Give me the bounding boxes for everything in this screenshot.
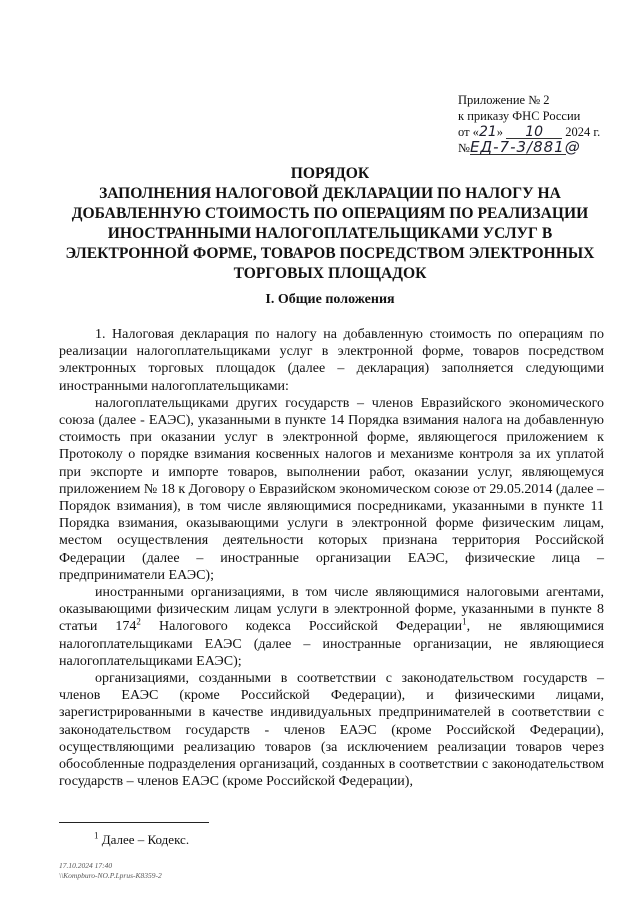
- title-line: ЭЛЕКТРОННОЙ ФОРМЕ, ТОВАРОВ ПОСРЕДСТВОМ ЭЛЕКТРОННЫХ: [65, 245, 595, 262]
- print-stamp: [59, 861, 162, 881]
- stamp-datetime: 17.10.2024 17:40: [59, 861, 113, 870]
- title-line: ДОБАВЛЕННУЮ СТОИМОСТЬ ПО ОПЕРАЦИЯМ ПО РЕАЛИЗАЦИИ: [71, 205, 589, 222]
- number-prefix: №: [458, 141, 470, 155]
- paragraph-3: [59, 584, 604, 670]
- paragraph-3-text-a: иностранными организациями, в том числе являющимися налоговыми агентами, оказывающими физическим лицам услуги в электронной форме, указанными в пункте 8 статьи 174: [59, 585, 604, 635]
- date-month-handwritten: 10: [506, 126, 562, 139]
- paragraph-3-text-c: , не являющимися налогоплательщиками ЕАЭС (далее – иностранные организации, не являющиеся налогоплательщиками ЕАЭС);: [59, 619, 604, 669]
- stamp-path: \\Kompburo-NO.Р.Lprus-K8359-2: [59, 871, 162, 880]
- paragraph-3-text-b: Налогового кодекса Российской Федерации: [140, 619, 463, 635]
- attachment-order-ref: к приказу ФНС России: [458, 109, 581, 123]
- number-handwritten: ЕД-7-3/881@: [469, 138, 581, 156]
- title-line: ПОРЯДОК: [290, 165, 370, 182]
- document-body: [59, 326, 604, 790]
- attachment-block: [458, 92, 600, 156]
- footnote: [94, 832, 189, 848]
- paragraph-4: организациями, созданными в соответствии с законодательством государств – членов ЕАЭС (кроме Российской Федерации), и физическими лицами, зарегистрированными в качестве индивидуальных предпринимателей в соответствии с законодательством государств - членов ЕАЭС (кроме Российской Федерации), осуществляющими реализацию товаров (за исключением реализации товаров через обособленные подразделения организаций, созданных в соответствии с законодательством государств – членов ЕАЭС (кроме Российской Федерации),: [59, 671, 604, 790]
- date-day-handwritten: 21: [478, 124, 497, 140]
- footnote-divider: [59, 822, 209, 823]
- paragraph-2: налогоплательщиками других государств – членов Евразийского экономического союза (далее - ЕАЭС), указанными в пункте 14 Порядка взимания налога на добавленную стоимость при оказании услуг в электронной форме, являющегося приложением к Протоколу о порядке взимания косвенных налогов и механизме контроля за их уплатой при экспорте и импорте товаров, выполнении работ, оказании услуг, являющемуся приложением № 18 к Договору о Евразийском экономическом союзе от 29.05.2014 (далее – Порядок взимания), в том числе являющимися посредниками, указанными в пункте 11 Порядка взимания, оказывающими услуги в электронной форме физическим лицам, местом осуществления деятельности которых признана территория Российской Федерации (далее – иностранные организации ЕАЭС, физические лица – предприниматели ЕАЭС);: [59, 395, 604, 583]
- title-line: ТОРГОВЫХ ПЛОЩАДОК: [233, 265, 427, 282]
- article-superscript: 2: [136, 616, 141, 627]
- attachment-number: [458, 140, 600, 156]
- footnote-mark: 1: [94, 830, 99, 841]
- document-title: [60, 164, 600, 284]
- date-year: 2024 г.: [565, 125, 601, 139]
- section-heading: I. Общие положения: [265, 292, 395, 307]
- date-prefix: от «: [458, 125, 479, 139]
- footnote-text: Далее – Кодекс.: [98, 832, 190, 847]
- attachment-label: Приложение № 2: [458, 93, 550, 107]
- date-mid: »: [496, 125, 504, 139]
- title-line: ИНОСТРАННЫМИ НАЛОГОПЛАТЕЛЬЩИКАМИ УСЛУГ В: [107, 225, 553, 242]
- title-line: ЗАПОЛНЕНИЯ НАЛОГОВОЙ ДЕКЛАРАЦИИ ПО НАЛОГУ НА: [99, 185, 561, 202]
- footnote-reference: 1: [462, 616, 467, 627]
- paragraph-1: 1. Налоговая декларация по налогу на добавленную стоимость по операциям по реализации налогоплательщиками услуг в электронной форме, товаров посредством электронных торговых площадок (далее – декларация) заполняется следующими иностранными налогоплательщиками:: [59, 327, 604, 394]
